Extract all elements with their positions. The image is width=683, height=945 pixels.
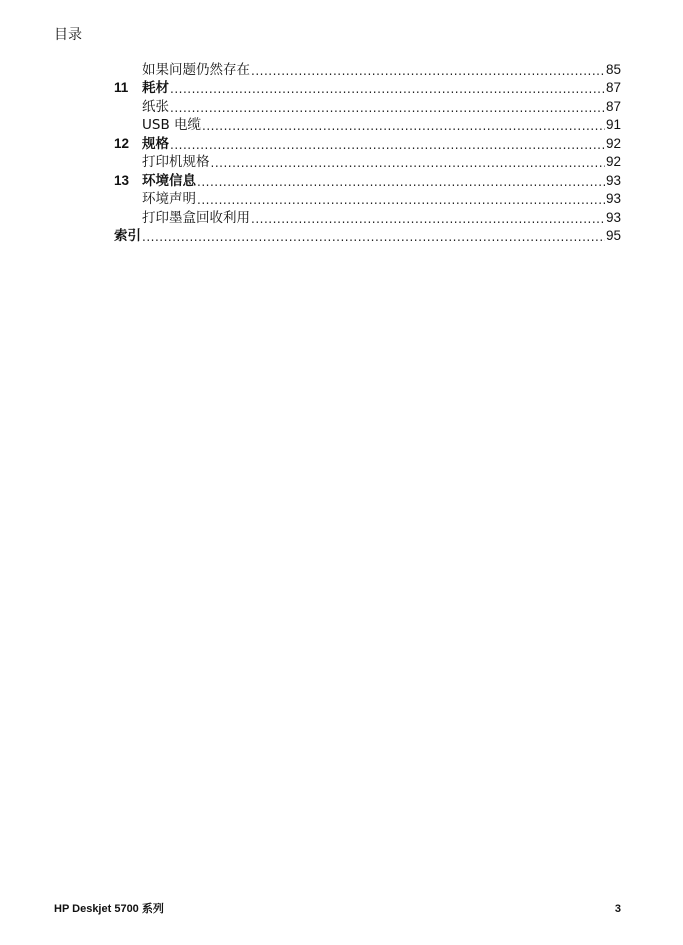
toc-entry-page: 87 bbox=[605, 98, 621, 114]
toc-dot-leader bbox=[251, 212, 605, 226]
toc-dot-leader bbox=[170, 82, 605, 96]
page-footer bbox=[54, 902, 621, 916]
toc-entry[interactable] bbox=[114, 96, 621, 115]
toc-entry-index[interactable] bbox=[114, 226, 621, 245]
table-of-contents bbox=[114, 59, 621, 244]
footer-page-number: 3 bbox=[614, 903, 621, 915]
footer-product-name: HP Deskjet 5700 系列 bbox=[54, 903, 164, 915]
toc-entry-page: 93 bbox=[605, 191, 621, 206]
toc-entry-title: 环境信息 bbox=[142, 172, 196, 189]
toc-entry[interactable] bbox=[114, 170, 621, 189]
toc-entry-page: 92 bbox=[605, 135, 621, 151]
toc-entry-title: 纸张 bbox=[142, 98, 169, 115]
toc-entry[interactable] bbox=[114, 207, 621, 226]
toc-entry[interactable] bbox=[114, 189, 621, 208]
toc-dot-leader bbox=[142, 230, 605, 244]
toc-entry[interactable] bbox=[114, 133, 621, 152]
toc-entry[interactable] bbox=[114, 78, 621, 97]
toc-entry-number: 11 bbox=[114, 80, 129, 95]
toc-entry-title: 如果问题仍然存在 bbox=[142, 61, 250, 78]
toc-entry-page: 87 bbox=[605, 80, 621, 95]
toc-entry-page: 85 bbox=[605, 61, 621, 77]
toc-entry-title: 耗材 bbox=[142, 80, 169, 96]
toc-entry-title: 索引 bbox=[114, 228, 141, 244]
toc-dot-leader bbox=[170, 101, 605, 115]
toc-entry-page: 93 bbox=[605, 172, 621, 188]
toc-entry-page: 92 bbox=[605, 154, 621, 169]
toc-entry-number: 12 bbox=[114, 135, 130, 151]
toc-dot-leader bbox=[197, 193, 605, 207]
toc-entry-page: 95 bbox=[605, 228, 621, 243]
toc-entry-title: USB 电缆 bbox=[142, 117, 202, 133]
toc-dot-leader bbox=[202, 119, 605, 133]
toc-entry-page: 93 bbox=[605, 209, 621, 225]
toc-entry-title: 规格 bbox=[142, 135, 169, 152]
page-header-title: 目录 bbox=[54, 27, 82, 43]
toc-dot-leader bbox=[197, 175, 605, 189]
toc-dot-leader bbox=[170, 138, 605, 152]
toc-entry[interactable] bbox=[114, 152, 621, 171]
toc-entry[interactable] bbox=[114, 115, 621, 134]
toc-dot-leader bbox=[251, 64, 605, 78]
toc-entry-title: 打印墨盒回收利用 bbox=[142, 209, 250, 226]
toc-entry[interactable] bbox=[114, 59, 621, 78]
toc-entry-title: 环境声明 bbox=[142, 191, 196, 207]
toc-dot-leader bbox=[211, 156, 605, 170]
toc-entry-title: 打印机规格 bbox=[142, 154, 210, 170]
toc-entry-number: 13 bbox=[114, 172, 130, 188]
toc-entry-page: 91 bbox=[605, 117, 621, 132]
